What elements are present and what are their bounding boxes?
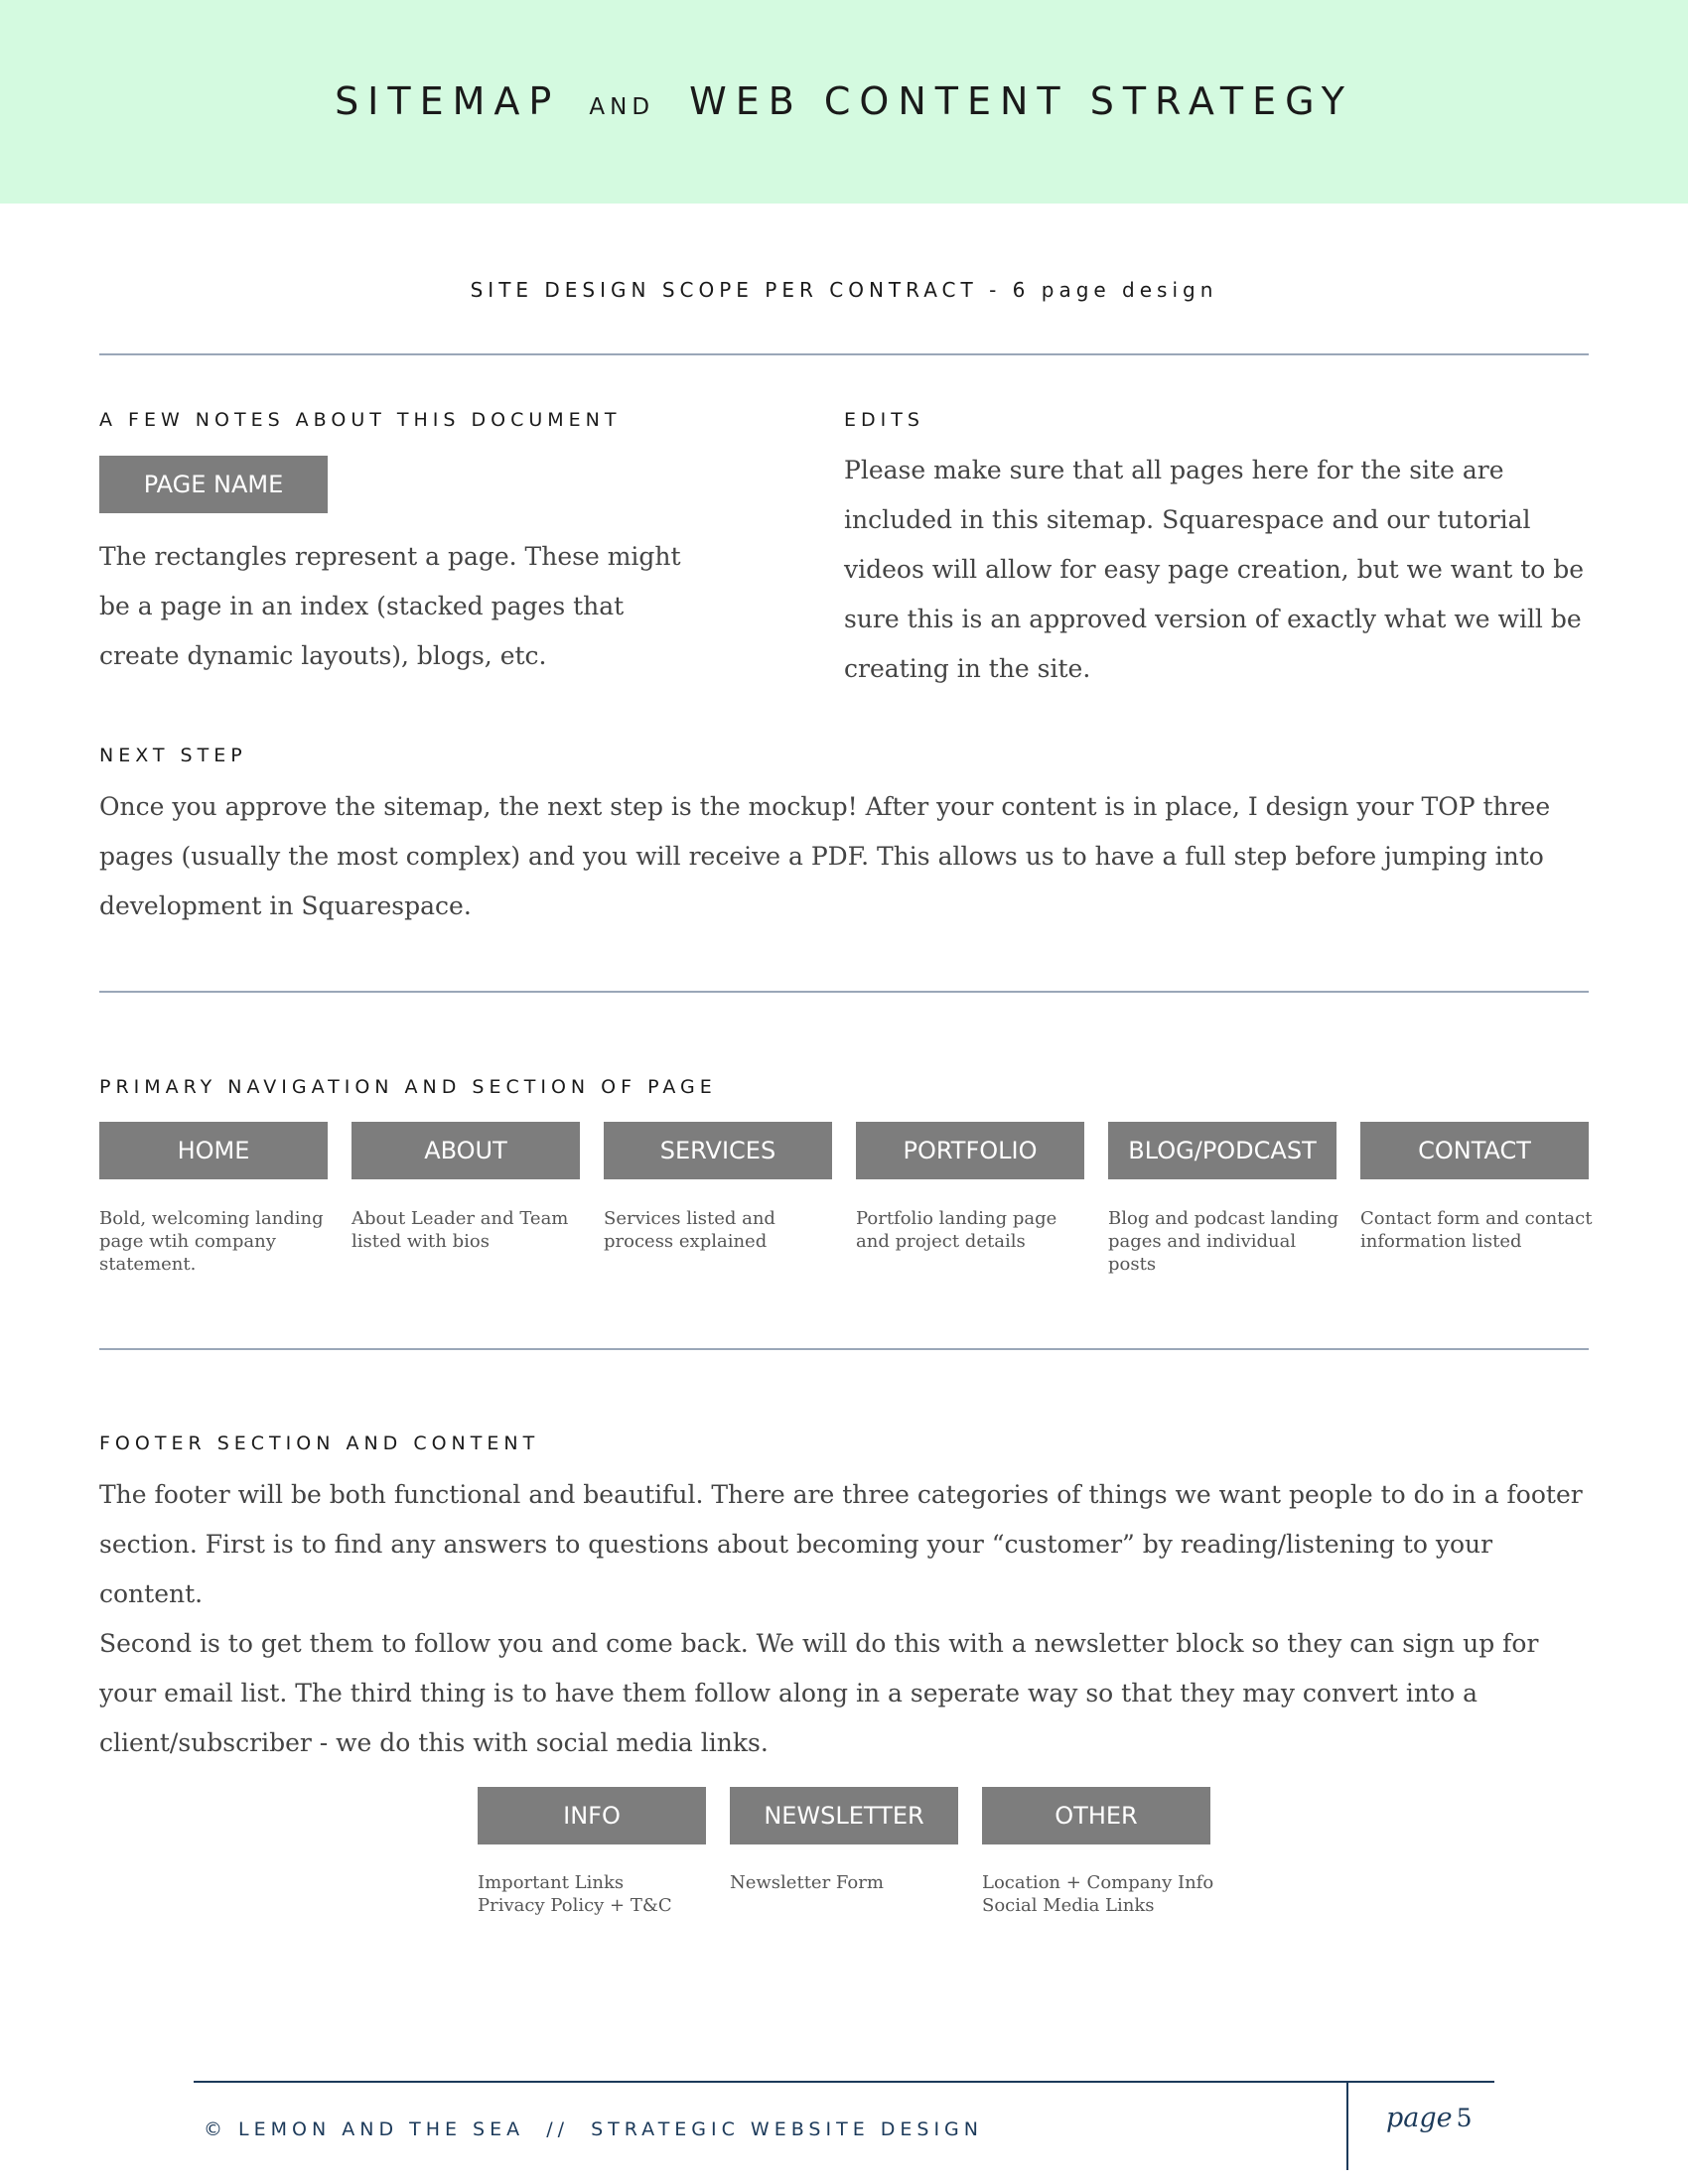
footer-para-1: The footer will be both functional and beautiful. There are three categories of things we want people to do in a footer section. First is to find any answers to questions about becoming your “customer” by reading/listening to your content. xyxy=(99,1480,1583,1608)
divider xyxy=(99,353,1589,355)
footer-desc-line: Location + Company Info xyxy=(982,1872,1214,1893)
next-step-body: Once you approve the sitemap, the next step is the mockup! After your content is in place, I design your TOP three pages (usually the most complex) and you will receive a PDF. This allows us to have a full step before jumping into development in Squarespace. xyxy=(99,792,1551,920)
next-step-heading: NEXT STEP xyxy=(99,745,247,766)
edits-body: Please make sure that all pages here for the site are included in this sitemap. Squarespace and our tutorial videos will allow for easy page creation, but we want to be sure this is an approved version of exactly what we will be creating in the site. xyxy=(844,456,1585,683)
page-desc-services: Services listed and process explained xyxy=(604,1208,775,1252)
page-desc-about: About Leader and Team listed with bios xyxy=(352,1208,569,1252)
page-box-services: SERVICES xyxy=(604,1122,832,1179)
title-part2: WEB CONTENT STRATEGY xyxy=(689,79,1353,123)
footer-box-newsletter: NEWSLETTER xyxy=(730,1787,958,1844)
footer-desc-line: Newsletter Form xyxy=(730,1872,884,1893)
page-desc-home: Bold, welcoming landing page wtih company statement. xyxy=(99,1208,324,1275)
footer-desc-line: Important Links xyxy=(478,1872,625,1893)
page-number xyxy=(1386,2103,1473,2133)
document-title xyxy=(0,79,1688,123)
footer-desc-info xyxy=(478,1871,712,1917)
scope-subtitle: SITE DESIGN SCOPE PER CONTRACT - 6 page design xyxy=(470,278,1218,302)
footer-box-other: OTHER xyxy=(982,1787,1210,1844)
page-desc-portfolio: Portfolio landing page and project details xyxy=(856,1208,1057,1252)
page-footer-rule xyxy=(194,2081,1494,2083)
footer-desc-newsletter xyxy=(730,1871,964,1894)
page-box-blog-podcast: BLOG/PODCAST xyxy=(1108,1122,1336,1179)
sample-page-box: PAGE NAME xyxy=(99,456,328,513)
page-desc-contact: Contact form and contact information listed xyxy=(1360,1208,1593,1252)
page-footer-separator xyxy=(1346,2081,1348,2170)
page-box-about: ABOUT xyxy=(352,1122,580,1179)
page-label: page xyxy=(1386,2103,1453,2133)
footer-para-2: Second is to get them to follow you and come back. We will do this with a newsletter block so they can sign up for your email list. The third thing is to have them follow along in a seperate way so that they may convert into a client/subscriber - we do this with social media links. xyxy=(99,1629,1539,1757)
page-footer-credit: © LEMON AND THE SEA // STRATEGIC WEBSITE DESIGN xyxy=(204,2118,983,2140)
footer-section-heading: FOOTER SECTION AND CONTENT xyxy=(99,1433,540,1454)
page-number-value: 5 xyxy=(1456,2104,1473,2132)
page-box-contact: CONTACT xyxy=(1360,1122,1589,1179)
footer-desc-line: Privacy Policy + T&C xyxy=(478,1895,672,1916)
primary-nav-heading: PRIMARY NAVIGATION AND SECTION OF PAGE xyxy=(99,1076,717,1098)
footer-box-info: INFO xyxy=(478,1787,706,1844)
divider xyxy=(99,1348,1589,1350)
page-desc-blog-podcast: Blog and podcast landing pages and individual posts xyxy=(1108,1208,1338,1275)
title-part1: SITEMAP xyxy=(335,79,561,123)
page-box-portfolio: PORTFOLIO xyxy=(856,1122,1084,1179)
title-and: AND xyxy=(589,94,655,120)
notes-heading: A FEW NOTES ABOUT THIS DOCUMENT xyxy=(99,409,622,431)
page-box-home: HOME xyxy=(99,1122,328,1179)
notes-body: The rectangles represent a page. These might be a page in an index (stacked pages that create dynamic layouts), blogs, etc. xyxy=(99,542,681,670)
footer-desc-line: Social Media Links xyxy=(982,1895,1155,1916)
divider xyxy=(99,991,1589,993)
edits-heading: EDITS xyxy=(844,409,924,431)
footer-desc-other xyxy=(982,1871,1216,1917)
